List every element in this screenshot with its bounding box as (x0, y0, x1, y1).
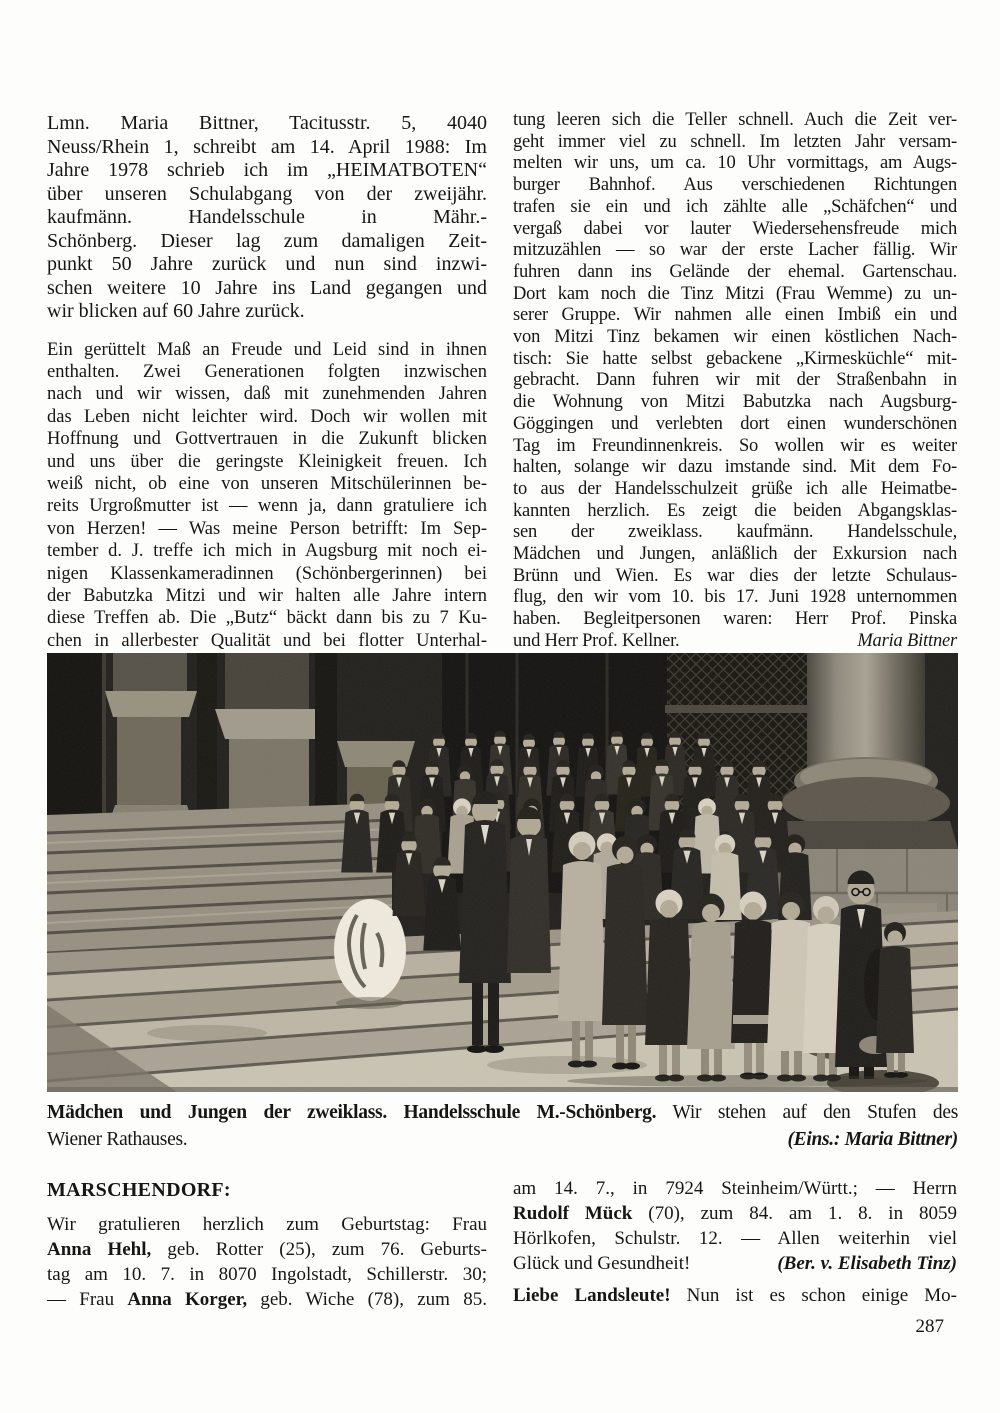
birthday-greetings-left: Wir gratulieren herzlich zum Geburtstag: Frau Anna Hehl, geb. Rotter (25), zum 76. Geburts- tag am 10. 7. in 8070 Ingolstadt, Schillerstr. 30; — Frau Anna Korger, geb. Wiche (78), zum 85. (47, 1214, 487, 1310)
birthday-greetings-right: am 14. 7., in 7924 Steinheim/Württ.; — Herrn Rudolf Mück (70), zum 84. am 1. 8. in 8059 Hörlkofen, Schulstr. 12. — Allen weiterhin viel Glück und Gesundheit! (Ber. v. Elisabeth Tinz) Liebe Landsleute! Nun ist es schon einige Mo- (513, 1178, 958, 1306)
article-left-column (47, 112, 487, 652)
group-photo-illustration (47, 653, 958, 1092)
page-number: 287 (915, 1316, 944, 1337)
article-right-column: tung leeren sich die Teller schnell. Auch die Zeit ver- geht immer viel zu schnell. Im letzten Jahr versam- melten wir uns, um ca. 10 Uhr vormittags, am Augs- burger Bahnhof. Aus verschiedenen Richtungen trafen sie ein und ich zählte alle „Schäfchen“ und vergaß dabei vor lauter Wiedersehensfreude mich mitzuzählen — so war der erste Lacher fällig. Wir fuhren dann ins Gelände der ehemal. Gartenschau. Dort kam noch die Tinz Mitzi (Frau Wemme) zu un- serer Gruppe. Wir nahmen alle einen Imbiß ein und von Mitzi Tinz bekamen wir einen köstlichen Nach- tisch: Sie hatte selbst gebackene „Kirmesküchle“ mit- gebracht. Dann fuhren wir mit der Straßenbahn in die Wohnung von Mitzi Babutzka nach Augsburg- Göggingen und verlebten dort einen wunderschönen Tag im Freundinnenkreis. So wollen wir es weiter halten, solange wir dazu imstande sind. Mit dem Fo- to aus der Handelsschulzeit grüße ich alle Heimatbe- kannten herzlich. Es zeigt die beiden Abgangsklas- sen der zweiklass. kaufmänn. Handelsschule, Mädchen und Jungen, anläßlich der Exkursion nach Brünn und Wien. Es war dies der letzte Schulaus- flug, den wir vom 10. bis 17. Juni 1928 unternommen haben. Begleitpersonen waren: Herr Prof. Pinska und Herr Prof. Kellner. Maria Bittner (513, 110, 957, 651)
section-heading: MARSCHENDORF: (47, 1179, 231, 1201)
group-photo (47, 653, 958, 1092)
section-marschendorf (47, 1178, 487, 1312)
article-body-paragraph: Ein gerüttelt Maß an Freude und Leid sind in ihnen enthalten. Zwei Generationen folgten inzwischen nach und wir wissen, daß mit zunehmenden Jahren das Leben nicht leichter wird. Doch wir wollen mit Hoffnung und Gottvertrauen in die Zukunft blicken und uns über die geringste Kleinigkeit freuen. Ich weiß nicht, ob eine von unseren Mitschülerinnen be- reits Urgroßmutter ist — wenn ja, dann gratuliere ich von Herzen! — Was meine Person betrifft: Im Sep- tember d. J. treffe ich mich in Augsburg mit noch ei- nigen Klassenkameradinnen (Schönbergerinnen) bei der Babutzka Mitzi und wir halten alle Jahre intern diese Treffen ab. Die „Butz“ bäckt dann bis zu 7 Ku- chen in allerbester Qualität und bei flotter Unterhal- (47, 339, 487, 651)
article-lead-paragraph: Lmn. Maria Bittner, Tacitusstr. 5, 4040 Neuss/Rhein 1, schreibt am 14. April 1988: Im Jahre 1978 schrieb ich im „HEIMATBOTEN“ über unseren Schulabgang von der zweijähr. kaufmänn. Handelsschule in Mähr.- Schönberg. Dieser lag zum damaligen Zeit- punkt 50 Jahre zurück und nun sind inzwi- schen weitere 10 Jahre ins Land gegangen und wir blicken auf 60 Jahre zurück. (47, 112, 487, 322)
photo-caption: Mädchen und Jungen der zweiklass. Handelsschule M.-Schönberg. Wir stehen auf den Stufen des Wiener Rathauses. (Eins.: Maria Bittner) (47, 1102, 958, 1150)
